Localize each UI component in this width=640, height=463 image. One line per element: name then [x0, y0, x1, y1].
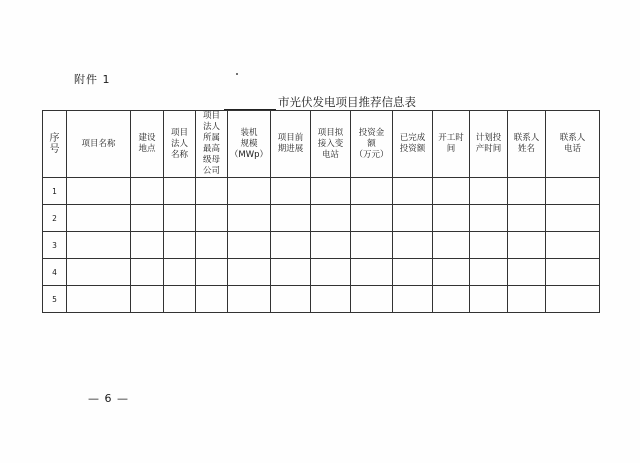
table-cell[interactable] — [393, 286, 433, 313]
table-cell[interactable] — [164, 259, 196, 286]
table-cell[interactable] — [311, 205, 351, 232]
table-cell[interactable] — [546, 259, 600, 286]
table-cell[interactable] — [67, 178, 131, 205]
header-cell-start-date: 开工时 间 — [433, 111, 470, 178]
row-index: 1 — [43, 178, 67, 205]
row-index: 5 — [43, 286, 67, 313]
table-cell[interactable] — [546, 205, 600, 232]
header-row — [43, 111, 600, 178]
table-cell[interactable] — [131, 286, 164, 313]
table-cell[interactable] — [433, 232, 470, 259]
table-cell[interactable] — [351, 232, 393, 259]
table-title-text: 市光伏发电项目推荐信息表 — [278, 95, 416, 109]
table-cell[interactable] — [271, 232, 311, 259]
table-cell[interactable] — [67, 259, 131, 286]
table-cell[interactable] — [67, 232, 131, 259]
header-cell-contact-name: 联系人 姓名 — [508, 111, 546, 178]
table-cell[interactable] — [508, 205, 546, 232]
table-cell[interactable] — [433, 286, 470, 313]
header-cell-completed-investment: 已完成 投资额 — [393, 111, 433, 178]
header-cell-parent-company: 项目 法人 所属 最高 级母 公司 — [196, 111, 228, 178]
table-cell[interactable] — [164, 178, 196, 205]
table-cell[interactable] — [164, 232, 196, 259]
table-cell[interactable] — [228, 259, 271, 286]
table-cell[interactable] — [546, 232, 600, 259]
table-cell[interactable] — [508, 178, 546, 205]
table-cell[interactable] — [228, 205, 271, 232]
header-cell-operation-date: 计划投 产时间 — [470, 111, 508, 178]
recommendation-table — [42, 110, 600, 313]
table-row — [43, 205, 600, 232]
table-cell[interactable] — [228, 286, 271, 313]
table-cell[interactable] — [470, 259, 508, 286]
header-cell-substation: 项目拟 接入变 电站 — [311, 111, 351, 178]
scan-speck — [236, 73, 238, 75]
table-cell[interactable] — [271, 205, 311, 232]
table-cell[interactable] — [433, 205, 470, 232]
header-cell-project-name: 项目名称 — [67, 111, 131, 178]
row-index: 2 — [43, 205, 67, 232]
table-title — [0, 94, 640, 110]
table-cell[interactable] — [164, 286, 196, 313]
header-cell-index: 序 号 — [43, 111, 67, 178]
table-cell[interactable] — [433, 178, 470, 205]
table-cell[interactable] — [271, 178, 311, 205]
table-cell[interactable] — [393, 232, 433, 259]
header-cell-capacity: 装机 规模 （MWp） — [228, 111, 271, 178]
table-cell[interactable] — [228, 178, 271, 205]
table-cell[interactable] — [546, 178, 600, 205]
attachment-label: 附件 1 — [74, 73, 111, 86]
table-cell[interactable] — [508, 232, 546, 259]
city-name-blank — [224, 98, 276, 110]
header-cell-contact-phone: 联系人 电话 — [546, 111, 600, 178]
table-cell[interactable] — [393, 205, 433, 232]
table-cell[interactable] — [131, 178, 164, 205]
header-cell-progress: 项目前 期进展 — [271, 111, 311, 178]
table-cell[interactable] — [470, 205, 508, 232]
table-cell[interactable] — [311, 232, 351, 259]
table-cell[interactable] — [271, 259, 311, 286]
table-cell[interactable] — [393, 259, 433, 286]
table-cell[interactable] — [271, 286, 311, 313]
table-cell[interactable] — [228, 232, 271, 259]
header-cell-location: 建设 地点 — [131, 111, 164, 178]
table-cell[interactable] — [131, 259, 164, 286]
row-index: 4 — [43, 259, 67, 286]
header-cell-legal-entity: 项目 法人 名称 — [164, 111, 196, 178]
table-cell[interactable] — [67, 205, 131, 232]
table-cell[interactable] — [351, 205, 393, 232]
table-cell[interactable] — [196, 178, 228, 205]
page-number: — 6 — — [88, 392, 129, 405]
table-cell[interactable] — [196, 286, 228, 313]
table-cell[interactable] — [546, 286, 600, 313]
table-row — [43, 178, 600, 205]
table-row — [43, 259, 600, 286]
table-cell[interactable] — [351, 286, 393, 313]
table-cell[interactable] — [433, 259, 470, 286]
table-cell[interactable] — [351, 259, 393, 286]
table-cell[interactable] — [393, 178, 433, 205]
table-cell[interactable] — [196, 259, 228, 286]
table-cell[interactable] — [311, 286, 351, 313]
table-cell[interactable] — [470, 286, 508, 313]
table-cell[interactable] — [67, 286, 131, 313]
table-row — [43, 286, 600, 313]
table-cell[interactable] — [470, 178, 508, 205]
row-index: 3 — [43, 232, 67, 259]
header-cell-investment: 投资金 额 （万元） — [351, 111, 393, 178]
table-cell[interactable] — [508, 259, 546, 286]
table-cell[interactable] — [351, 178, 393, 205]
table-cell[interactable] — [470, 232, 508, 259]
table-cell[interactable] — [311, 259, 351, 286]
table-row — [43, 232, 600, 259]
table-cell[interactable] — [164, 205, 196, 232]
table-cell[interactable] — [311, 178, 351, 205]
table-cell[interactable] — [508, 286, 546, 313]
table-cell[interactable] — [131, 205, 164, 232]
table-cell[interactable] — [131, 232, 164, 259]
table-cell[interactable] — [196, 232, 228, 259]
table-cell[interactable] — [196, 205, 228, 232]
